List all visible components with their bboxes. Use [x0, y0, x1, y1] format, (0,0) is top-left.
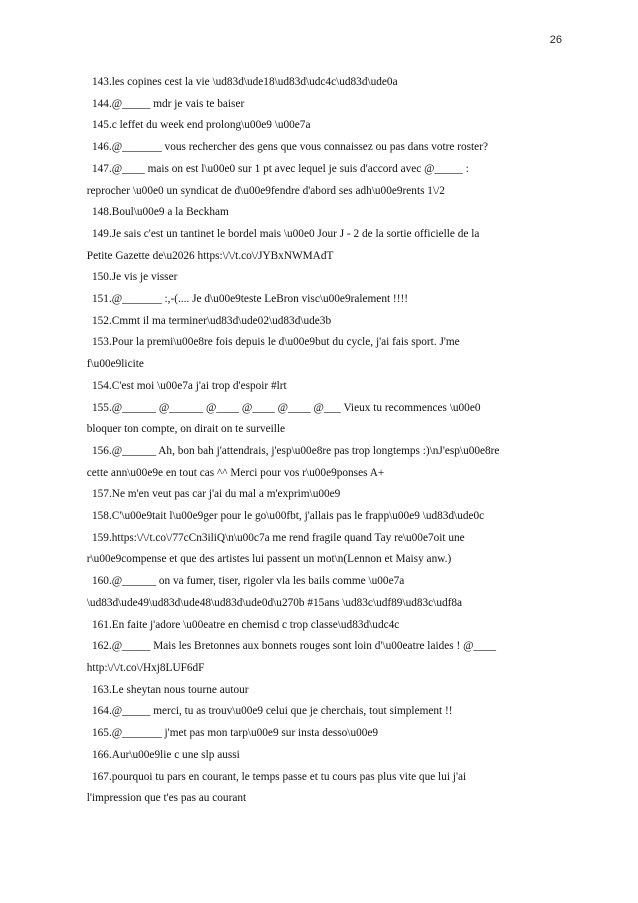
item-line: les copines cest la vie \ud83d\ude18\ud83d\udc4c\ud83d\ude0a	[111, 76, 398, 88]
item-text	[112, 615, 562, 637]
item-continuation-line: bloquer ton compte, on dirait on te surveille	[86, 423, 286, 436]
item-line: @______ Ah, bon bah j'attendrais, j'esp\u00e8re pas trop longtemps :)\nJ'esp\u00e8re	[111, 444, 500, 457]
item-line: https:\/\/t.co\/77cCn3iliQ\n\u00c7a me rend fragile quand Tay re\u00e7oit une	[111, 531, 465, 544]
list-item	[92, 701, 562, 723]
item-continuation-line: \ud83d\ude49\ud83d\ude48\ud83d\ude0d\u270b #15ans \ud83c\udf89\ud83c\udf8a	[86, 596, 463, 609]
list-item	[92, 376, 562, 398]
item-line: pourquoi tu pars en courant, le temps passe et tu cours pas plus vite que lui j'ai	[111, 770, 467, 783]
item-number: 161.	[92, 618, 112, 631]
item-continuation-line: cette ann\u00e9e en tout cas ^^ Merci pour vos r\u00e9ponses A+	[86, 466, 385, 479]
item-text	[112, 289, 562, 311]
item-text	[112, 311, 562, 333]
item-line: Cmmt il ma terminer\ud83d\ude02\ud83d\ude3b	[111, 314, 332, 327]
item-number: 167.	[92, 770, 112, 783]
item-text	[112, 745, 562, 767]
list-item	[86, 636, 562, 679]
item-number: 143.	[92, 76, 112, 88]
item-line: @_____ merci, tu as trouv\u00e9 celui que je cherchais, tout simplement !!	[111, 705, 453, 718]
list-item	[92, 202, 562, 224]
list-item	[92, 72, 562, 94]
item-text	[112, 137, 562, 159]
item-text	[112, 701, 562, 723]
item-number: 147.	[92, 162, 112, 175]
item-continuation-line: f\u00e9licite	[86, 358, 144, 371]
item-line: Aur\u00e9lie c une slp aussi	[111, 748, 240, 761]
item-number: 160.	[92, 575, 112, 588]
item-number: 145.	[92, 119, 112, 132]
item-text	[112, 202, 562, 224]
list-item	[92, 723, 562, 745]
item-text	[112, 267, 562, 289]
item-line: @_______ :,-(.... Je d\u00e9teste LeBron visc\u00e9ralement !!!!	[111, 293, 408, 306]
item-number: 144.	[92, 97, 112, 110]
item-number: 165.	[92, 727, 112, 740]
list-item	[86, 571, 562, 614]
item-line: Je sais c'est un tantinet le bordel mais \u00e0 Jour J - 2 de la sortie officielle de la	[111, 227, 480, 240]
item-text	[112, 506, 562, 528]
list-item	[86, 398, 562, 441]
item-line: @______ @______ @____ @____ @____ @___ Vieux tu recommences \u00e0	[111, 401, 481, 414]
item-line: c leffet du week end prolong\u00e9 \u00e7a	[111, 119, 311, 132]
list-item	[92, 506, 562, 528]
item-continuation-line: Petite Gazette de\u2026 https:\/\/t.co\/JYBxNWMAdT	[86, 249, 334, 262]
list-item	[92, 615, 562, 637]
item-number: 162.	[92, 640, 112, 653]
item-number: 163.	[92, 683, 112, 696]
list-item	[86, 528, 562, 571]
item-text	[112, 723, 562, 745]
list-item	[92, 267, 562, 289]
item-line: Pour la premi\u00e8re fois depuis le d\u00e9but du cycle, j'ai fais sport. J'me	[111, 336, 460, 349]
item-text	[112, 94, 562, 116]
list-item	[86, 767, 562, 810]
item-text	[112, 484, 562, 506]
item-continuation-line: l'impression que t'es pas au courant	[86, 792, 247, 805]
item-number: 156.	[92, 444, 112, 457]
list-item	[86, 224, 562, 267]
item-line: Boul\u00e9 a la Beckham	[111, 206, 229, 219]
item-line: Ne m'en veut pas car j'ai du mal a m'exprim\u00e9	[111, 488, 341, 501]
item-number: 166.	[92, 748, 112, 761]
item-text	[112, 115, 562, 137]
item-line: @_____ Mais les Bretonnes aux bonnets rouges sont loin d'\u00eatre laides ! @____	[111, 640, 497, 653]
list-item	[92, 289, 562, 311]
item-text	[112, 376, 562, 398]
item-number: 153.	[92, 336, 112, 349]
item-line: C'est moi \u00e7a j'ai trop d'espoir #lrt	[111, 379, 287, 392]
list-item	[92, 680, 562, 702]
item-number: 150.	[92, 271, 112, 284]
item-line: Le sheytan nous tourne autour	[111, 683, 249, 696]
list-item	[92, 484, 562, 506]
list-item	[92, 137, 562, 159]
item-line: @____ mais on est l\u00e0 sur 1 pt avec lequel je suis d'accord avec @_____ :	[111, 162, 469, 175]
list-item	[92, 94, 562, 116]
item-text	[112, 680, 562, 702]
item-number: 149.	[92, 227, 112, 240]
item-text	[112, 72, 562, 94]
item-number: 157.	[92, 488, 112, 501]
list-item	[92, 311, 562, 333]
item-line: Je vis je visser	[111, 271, 178, 284]
tweet-list	[86, 72, 562, 810]
item-line: @______ on va fumer, tiser, rigoler vla les bails comme \u00e7a	[111, 575, 405, 588]
item-number: 164.	[92, 705, 112, 718]
item-line: C'\u00e9tait l\u00e9ger pour le go\u00fbt, j'allais pas le frapp\u00e9 \ud83d\ude0c	[111, 510, 485, 523]
item-line: @_______ vous rechercher des gens que vous connaissez ou pas dans votre roster?	[111, 141, 488, 154]
list-item	[86, 159, 562, 202]
item-continuation-line: http:\/\/t.co\/Hxj8LUF6dF	[86, 661, 205, 674]
item-line: En faite j'adore \u00eatre en chemisd c trop classe\ud83d\udc4c	[111, 618, 400, 631]
item-number: 146.	[92, 141, 112, 154]
item-number: 152.	[92, 314, 112, 327]
list-item	[92, 115, 562, 137]
item-number: 154.	[92, 379, 112, 392]
page-number: 26	[549, 34, 562, 46]
item-number: 158.	[92, 510, 112, 523]
list-item	[86, 332, 562, 375]
item-number: 151.	[92, 293, 112, 306]
list-item	[86, 441, 562, 484]
item-continuation-line: reprocher \u00e0 un syndicat de d\u00e9fendre d'abord ses adh\u00e9rents 1\/2	[86, 184, 445, 197]
item-number: 159.	[92, 531, 112, 544]
item-number: 155.	[92, 401, 112, 414]
item-line: @_____ mdr je vais te baiser	[111, 97, 245, 110]
item-line: @_______ j'met pas mon tarp\u00e9 sur insta desso\u00e9	[111, 727, 379, 740]
item-continuation-line: r\u00e9compense et que des artistes lui passent un mot\n(Lennon et Maisy anw.)	[86, 553, 452, 566]
list-item	[92, 745, 562, 767]
item-number: 148.	[92, 206, 112, 219]
